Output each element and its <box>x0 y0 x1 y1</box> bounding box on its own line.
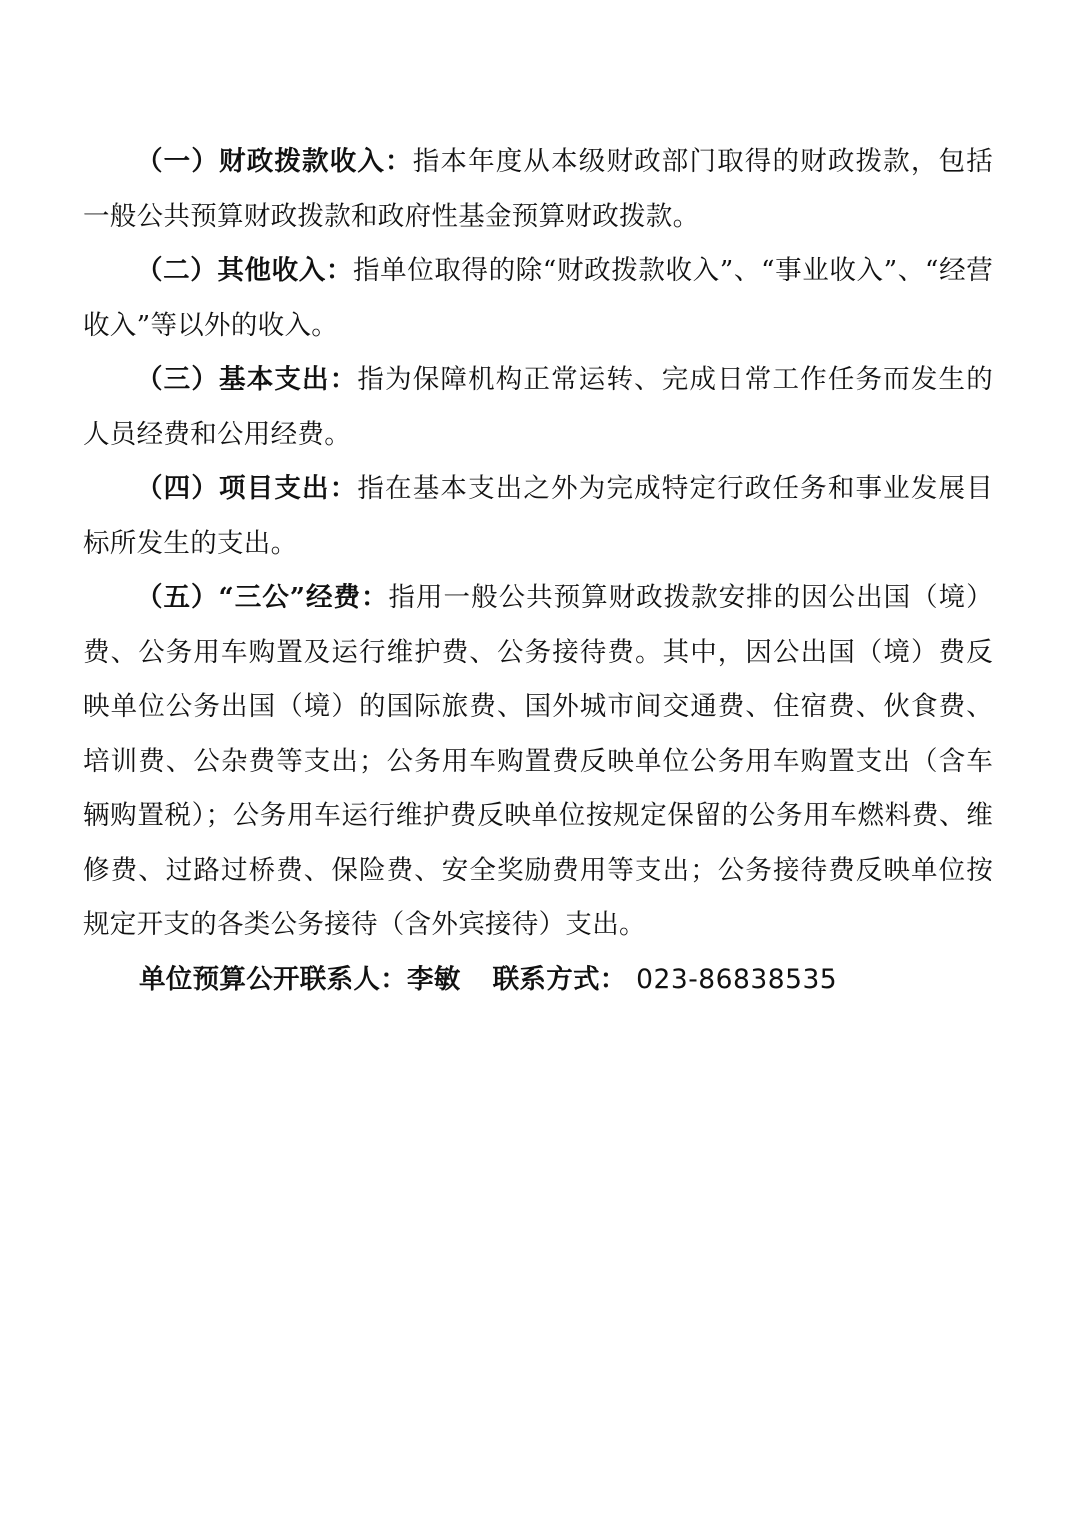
contact-method-label: 联系方式： <box>492 963 627 995</box>
contact-name: 李敏 <box>407 963 461 995</box>
definition-paragraph-2 <box>83 244 993 353</box>
contact-label: 单位预算公开联系人： <box>139 963 407 995</box>
definition-text: 指在基本支出之外为完成特定行政任务和事业发展目标所发生的支出。 <box>83 473 993 559</box>
contact-line <box>83 953 993 1008</box>
definition-term: （一）财政拨款收入： <box>136 146 413 177</box>
definition-paragraph-3 <box>83 353 993 462</box>
definition-term: （二）其他收入： <box>136 255 353 286</box>
definition-term: （五）“三公”经费： <box>136 582 389 613</box>
definition-term: （三）基本支出： <box>136 364 358 395</box>
definition-term: （四）项目支出： <box>136 473 358 504</box>
definition-text: 指为保障机构正常运转、完成日常工作任务而发生的人员经费和公用经费。 <box>83 364 993 450</box>
definition-paragraph-4 <box>83 462 993 571</box>
definition-paragraph-1 <box>83 135 993 244</box>
definition-text: 指单位取得的除“财政拨款收入”、“事业收入”、“经营收入”等以外的收入。 <box>83 255 993 341</box>
definition-text: 指本年度从本级财政部门取得的财政拨款，包括一般公共预算财政拨款和政府性基金预算财政拨款。 <box>83 146 993 232</box>
definition-paragraph-5 <box>83 571 993 953</box>
definition-text: 指用一般公共预算财政拨款安排的因公出国（境）费、公务用车购置及运行维护费、公务接待费。其中，因公出国（境）费反映单位公务出国（境）的国际旅费、国外城市间交通费、住宿费、伙食费、培训费、公杂费等支出；公务用车购置费反映单位公务用车购置支出（含车辆购置税）；公务用车运行维护费反映单位按规定保留的公务用车燃料费、维修费、过路过桥费、保险费、安全奖励费用等支出；公务接待费反映单位按规定开支的各类公务接待（含外宾接待）支出。 <box>83 582 993 940</box>
contact-phone: 023-86838535 <box>636 963 838 995</box>
document-body <box>83 135 993 1007</box>
